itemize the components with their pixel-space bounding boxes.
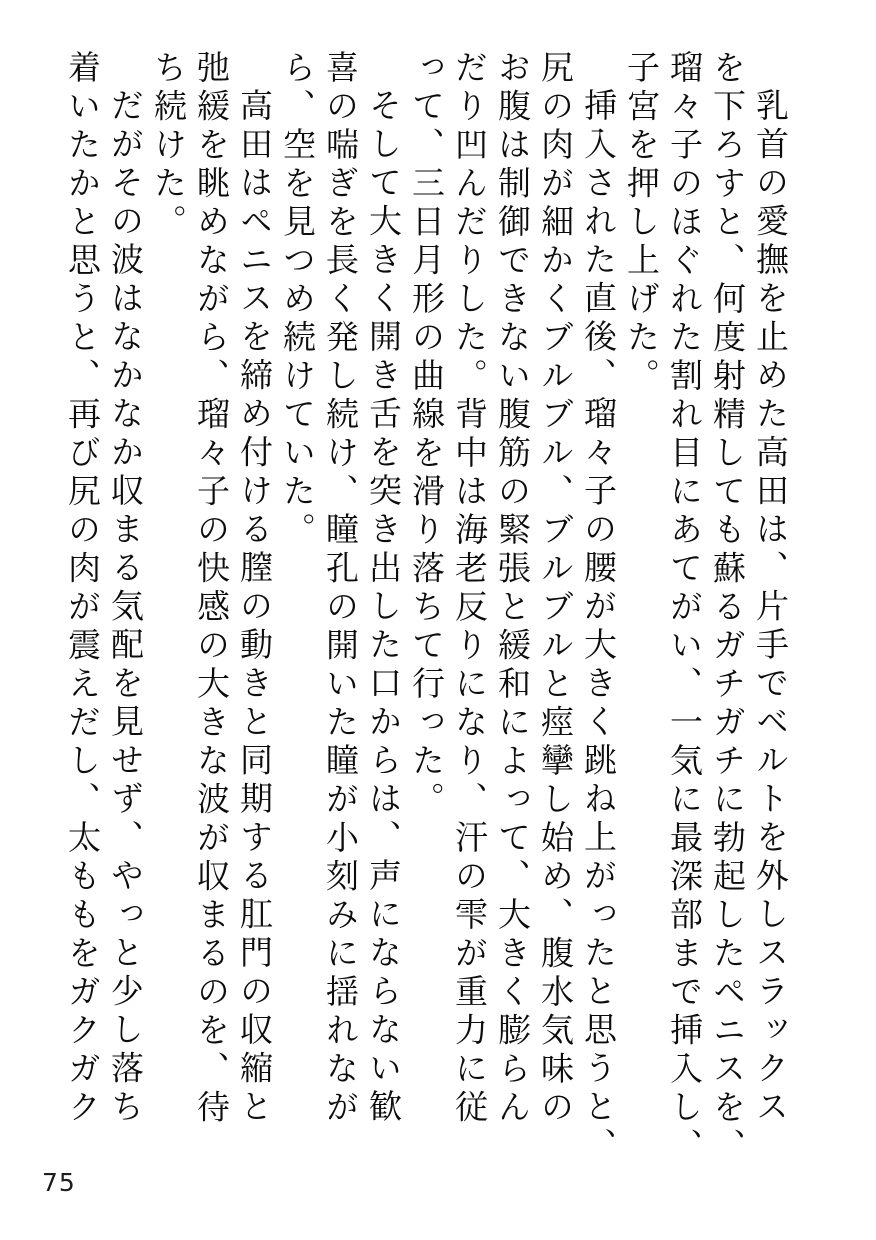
text-line: 弛緩を眺めながら、瑠々子の快感の大きな波が収まるのを、待: [192, 50, 231, 1128]
text-line: 着いたかと思うと、再び尻の肉が震えだし、太ももをガクガク: [63, 50, 102, 1128]
body-text: [57, 50, 792, 1178]
text-line: ら、空を見つめ続けていた。: [278, 50, 317, 551]
text-line: そして大きく開き舌を突き出した口からは、声にならない歓: [364, 88, 403, 1128]
paragraph-4: [147, 50, 276, 1178]
text-line: お腹は制御できない腹筋の緊張と緩和によって、大きく膨らん: [493, 50, 532, 1128]
text-line: って、三日月形の曲線を滑り落ちて行った。: [407, 50, 446, 820]
text-line: 瑠々子のほぐれた割れ目にあてがい、一気に最深部まで挿入し、: [665, 50, 704, 1167]
text-line: 尻の肉が細かくブルブル、ブルブルと痙攣し始め、腹水気味の: [536, 50, 575, 1128]
page-number: 75: [42, 1168, 76, 1197]
text-line: 乳首の愛撫を止めた高田は、片手でベルトを外しスラックス: [751, 88, 790, 1128]
text-line: ち続けた。: [149, 50, 188, 243]
text-line: だがその波はなかなか収まる気配を見せず、やっと少し落ち: [106, 88, 145, 1128]
text-line: だり凹んだりした。背中は海老反りになり、汗の雫が重力に従: [450, 50, 489, 1128]
text-line: を下ろすと、何度射精しても蘇るガチガチに勃起したペニスを、: [708, 50, 747, 1167]
text-line: 挿入された直後、瑠々子の腰が大きく跳ね上がったと思うと、: [579, 88, 618, 1166]
paragraph-2: [405, 50, 620, 1178]
text-line: 高田はペニスを締め付ける膣の動きと同期する肛門の収縮と: [235, 88, 274, 1128]
text-line: 喜の喘ぎを長く発し続け、瞳孔の開いた瞳が小刻みに揺れなが: [321, 50, 360, 1128]
text-line: 子宮を押し上げた。: [622, 50, 661, 397]
paragraph-5: [61, 50, 147, 1178]
paragraph-3: [276, 50, 405, 1178]
paragraph-1: [620, 50, 792, 1178]
